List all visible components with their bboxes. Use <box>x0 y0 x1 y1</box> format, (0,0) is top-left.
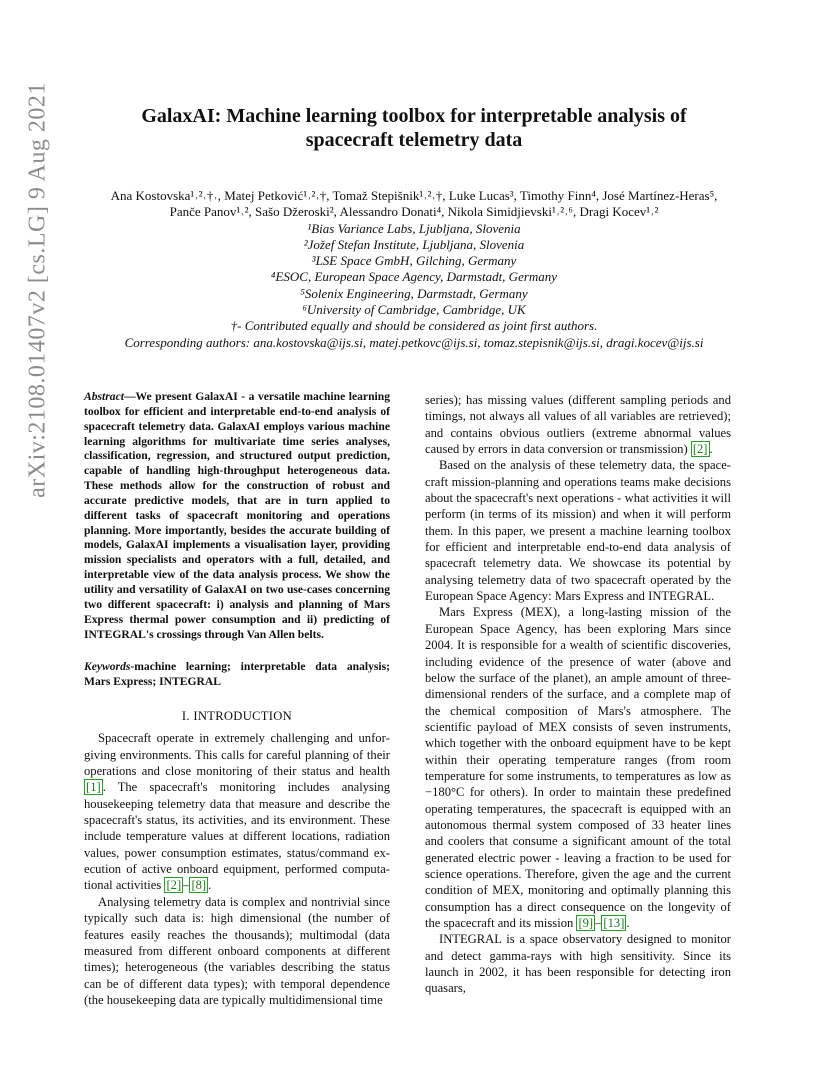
affiliation-1: ¹Bias Variance Labs, Ljubljana, Slovenia <box>307 220 521 236</box>
keywords-label: Keywords <box>84 660 131 674</box>
title-line-1: GalaxAI: Machine learning toolbox for interpretable analysis of <box>141 105 687 127</box>
section-initial: I <box>193 709 198 724</box>
intro-paragraph-1 <box>84 730 390 893</box>
affiliation-2: ²Jožef Stefan Institute, Ljubljana, Slovenia <box>303 236 525 252</box>
citation-link[interactable]: [9] <box>578 916 594 930</box>
right-column <box>425 392 731 997</box>
keywords <box>84 660 390 690</box>
arxiv-id-text: arXiv:2108.01407v2 [cs.LG] 9 Aug 2021 <box>24 82 51 498</box>
paragraph-text: series); has missing values (different sampling periods and timings, not always all values of all variables are retrieved); and contains obvious outliers (extreme abnormal values caused by errors in data conversion or transmission) <box>425 393 731 457</box>
section-number: I. <box>181 709 194 724</box>
paragraph-text: . <box>208 878 212 893</box>
abstract <box>84 390 390 642</box>
range-dash: – <box>183 878 190 893</box>
affiliation-4: ⁴ESOC, European Space Agency, Darmstadt, Germany <box>270 269 558 285</box>
author-line-1: Ana Kostovska¹˒²˒†˒, Matej Petković¹˒²˒†, Tomaž Stepišnik¹˒²˒†, Luke Lucas³, Timothy Finn⁴, José Martínez-Heras⁵, <box>110 188 718 203</box>
keywords-text: -machine learning; interpretable data analysis; Mars Express; INTEGRAL <box>84 660 390 689</box>
affiliation-6: ⁶University of Cambridge, Cambridge, UK <box>302 302 526 318</box>
section-title-rest: NTRODUCTION <box>197 709 293 724</box>
section-heading-introduction <box>84 708 390 724</box>
citation-link[interactable]: [1] <box>86 780 101 795</box>
paragraph-text: . <box>626 916 630 930</box>
intro-paragraph-5: INTEGRAL is a space observatory designed to monitor and detect gamma-rays with high sensitivity. Since its launch in 2002, it has been responsible for detecting iron quasars, <box>425 932 731 996</box>
citation-link[interactable]: [2] <box>166 878 182 893</box>
range-dash: – <box>595 916 602 930</box>
paper-title <box>90 104 738 152</box>
paragraph-text: Mars Express (MEX), a long-lasting mission of the European Space Agency, has been exploring Mars since 2004. It is responsible for a wealth of scientific discoveries, including evidence of the presence of water (above and below the surface of the planet), an ample amount of three-dimensional renders of the surface, and a complete map of the chemical composition of Mars's atmosphere. The scientific payload of MEX consists of seven instruments, which together with the onboard equipment have to be kept within their operating temperature ranges (from room temperature for some instruments, to temperatures as low as −180°C for others). In order to maintain these predefined operating temperatures, the spacecraft is equipped with an autonomous thermal system composed of 33 heater lines and coolers that consume a significant amount of the total generated electric power - leaving a fraction to be used for science operations. Therefore, given the age and the current condition of MEX, monitoring and optimally planning this consumption has a direct consequence on the longevity of the spacecraft and its mission <box>425 605 731 930</box>
affiliation-3: ³LSE Space GmbH, Gilching, Germany <box>311 253 517 269</box>
abstract-label: Abstract <box>84 390 124 403</box>
intro-paragraph-3: Based on the analysis of these telemetry data, the spacecraft mission-planning and operations teams make decisions about the spacecraft's next operations - what activities it will perform (in terms of its mission) and when it will perform them. In this paper, we present a machine learning toolbox for efficient and interpretable end-to-end data analysis of spacecraft telemetry data. We showcase its potential by analysing telemetry data of two spacecraft operated by the European Space Agency: Mars Express and INTEGRAL. <box>425 458 731 604</box>
citation-link[interactable]: [8] <box>191 878 207 893</box>
intro-paragraph-4 <box>425 604 731 931</box>
affiliation-5: ⁵Solenix Engineering, Darmstadt, Germany <box>300 285 528 301</box>
equal-contribution-note: †- Contributed equally and should be considered as joint first authors. <box>230 318 598 334</box>
intro-paragraph-2: Analysing telemetry data is complex and nontrivial since typically such data is: high dimensional (the number of features easily reaches the thousands); multimodal (data measured from different onboard components at different times); heterogeneous (the variables describing the status can be of different data types); with temporal dependence (the housekeeping data are typically multidimensional time <box>84 894 390 1007</box>
citation-link[interactable]: [2] <box>692 442 708 457</box>
author-line-2: Panče Panov¹˒², Sašo Džeroski², Alessandro Donati⁴, Nikola Simidjievski¹˒²˒⁶, Dragi Kocev¹˒² <box>169 204 659 220</box>
paragraph-text: . The spacecraft's monitoring includes analysing housekeeping telemetry data that measure and describe the spacecraft's status, its activities, and its environment. These include temperature values at different locations, radiation values, power consumption estimates, status/command execution of active onboard equipment, performed computational activities <box>84 780 390 893</box>
author-block <box>60 188 768 351</box>
paragraph-text: Spacecraft operate in extremely challenging and unforgiving environments. This calls for careful planning of their operations and close monitoring of their status and health <box>84 731 390 779</box>
citation-link[interactable]: [13] <box>603 916 625 930</box>
intro-paragraph-2-continued <box>425 392 731 457</box>
title-line-2: spacecraft telemetry data <box>305 129 523 151</box>
corresponding-authors: Corresponding authors: ana.kostovska@ijs.si, matej.petkovc@ijs.si, tomaz.stepisnik@ijs.si, dragi.kocev@ijs.si <box>124 334 704 350</box>
abstract-text: —We present GalaxAI - a versatile machine learning toolbox for efficient and interpretable end-to-end analysis of spacecraft telemetry data. GalaxAI employs various machine learning algorithms for multivariate time series analyses, classification, regression, and structured output prediction, capable of handling high-throughput heterogeneous data. These methods allow for the construction of robust and accurate predictive models, that are in turn applied to different tasks of spacecraft monitoring and operations planning. More importantly, besides the accurate building of models, GalaxAI implements a visualisation layer, providing mission specialists and operators with a full, detailed, and interpretable view of the data analysis process. We show the utility and versatility of GalaxAI on two use-cases concerning two different spacecraft: i) analysis and planning of Mars Express thermal power consumption and ii) predicting of INTEGRAL's crossings through Van Allen belts. <box>84 390 390 641</box>
paragraph-text: . <box>709 442 713 457</box>
left-column <box>84 390 390 1008</box>
